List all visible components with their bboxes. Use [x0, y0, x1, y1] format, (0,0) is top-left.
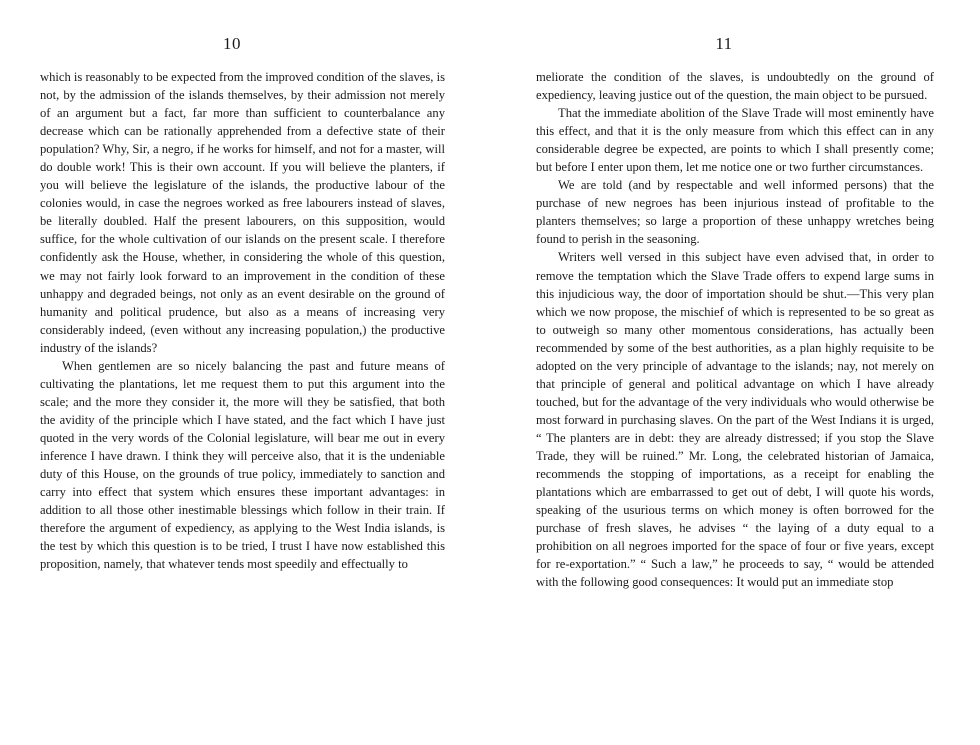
right-paragraph-2: That the immediate abolition of the Slave Trade will most eminently have this effect, and that it is the only measure from which this effect can in any considerable degree be expected, are points to which I shall presently come; but before I enter upon them, let me notice one or two further circumstances. [536, 106, 934, 175]
left-paragraph-2: When gentlemen are so nicely balancing the past and future means of cultivating the plantations, let me request them to put this argument into the scale; and the more they consider it, the more will they be satisfied, that both the avidity of the principle which I have stated, and the fact which I have just quoted in the very words of the Colonial legislature, will bear me out in every inference I have drawn. I think they will perceive also, that it is the undeniable duty of this House, on the grounds of true policy, immediately to sanction and carry into effect that system which ensures these important advantages: in addition to all those other inestimable blessings which follow in their train. If therefore the argument of expediency, as applying to the West India islands, is the test by which this question is to be tried, I trust I have now established this proposition, namely, that whatever tends most speedily and effectually to [40, 358, 445, 572]
left-page-number: 10 [223, 34, 241, 53]
right-paragraph-3: We are told (and by respectable and well informed persons) that the purchase of new negroes has been injurious instead of profitable to the planters themselves; so large a proportion of these unhappy wretches being found to perish in the seasoning. [536, 178, 934, 247]
right-page [490, 0, 980, 745]
right-paragraph-1: meliorate the condition of the slaves, is undoubtedly on the ground of expediency, leaving justice out of the question, the main object to be pursued. [536, 70, 934, 103]
right-page-number: 11 [715, 34, 733, 53]
left-paragraph-1: which is reasonably to be expected from the improved condition of the slaves, is not, by the admission of the islands themselves, by their admission not merely of an argument but a fact, far more than sufficient to counterbalance any decrease which can be rationally apprehended from a defective state of their population? Why, Sir, a negro, if he works for himself, and not for a master, will do double work! This is their own account. If you will believe the planters, if you will believe the legislature of the islands, the productive labour of the colonies would, in case the negroes worked as free labourers instead of slaves, be literally doubled. Half the present labourers, on this supposition, would suffice, for the whole cultivation of our islands on the present scale. I therefore confidently ask the House, whether, in considering the whole of this question, we may not fairly look forward to an improvement in the condition of these unhappy and degraded beings, not only as an event desirable on the ground of humanity and political prudence, but also as a means of increasing very considerably indeed, (even without any increasing population,) the productive industry of the islands? [40, 70, 445, 355]
left-page-text [40, 68, 445, 573]
right-page-text [536, 68, 934, 591]
right-paragraph-4: Writers well versed in this subject have even advised that, in order to remove the temptation which the Slave Trade offers to expend large sums in this injudicious way, the door of importation should be shut.—This very plan which we now propose, the mischief of which is represented to be so great as to outweigh so many other momentous considerations, has actually been recommended by some of the best authorities, as a plan highly requisite to be adopted on the very principle of advantage to the islands; nay, not merely on that principle of general and political advantage on which I have already touched, but for the advantage of the very individuals who would otherwise be most forward in purchasing slaves. On the part of the West Indians it is urged, “ The planters are in debt: they are already distressed; if you stop the Slave Trade, they will be ruined.” Mr. Long, the celebrated historian of Jamaica, recommends the stopping of importations, as a receipt for enabling the plantations which are embarrassed to get out of debt, I will quote his words, speaking of the usurious terms on which money is often borrowed for the purchase of fresh slaves, he advises “ the laying of a duty equal to a prohibition on all negroes imported for the space of four or five years, except for re-exportation.” “ Such a law,” he proceeds to say, “ would be attended with the following good consequences: It would put an immediate stop [536, 250, 934, 590]
